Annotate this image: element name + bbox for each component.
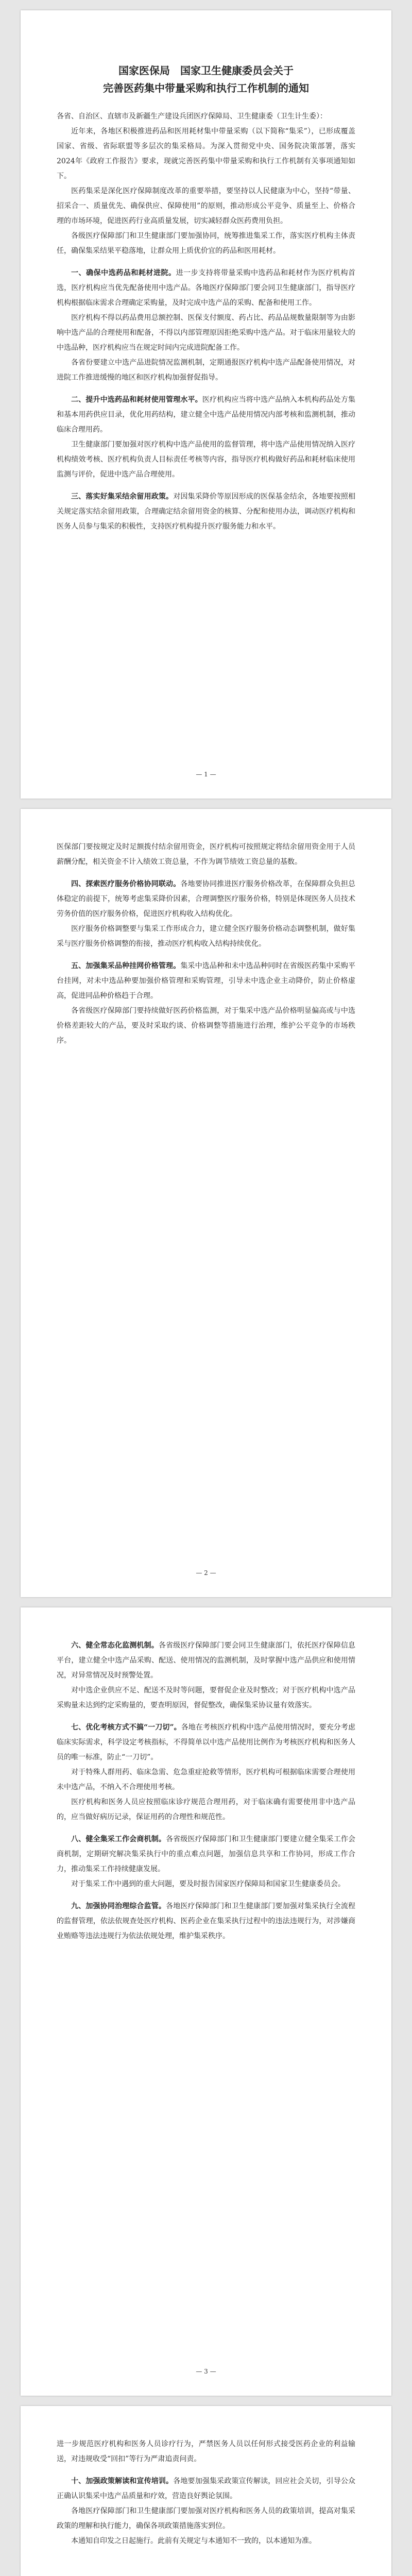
section-paragraph: 对于集采工作中遇到的重大问题，要及时报告国家医疗保障局和国家卫生健康委员会。 (71, 1880, 345, 1888)
intro-paragraph: 各级医疗保障部门和卫生健康部门要加强协同，统筹推进集采工作，落实医疗机构主体责任，确保集采结果平稳落地，让群众用上质优价宜的药品和医用耗材。 (57, 232, 355, 255)
section-heading: 九、加强协同治理综合监管。 (71, 1902, 166, 1910)
section-paragraph: 卫生健康部门要加强对医疗机构中选产品使用的监督管理，将中选产品使用情况纳入医疗机构绩效考核、医疗机构负责人目标责任考核等内容，指导医疗机构做好药品和耗材临床使用监测与评价，促进中选产品合理使用。 (57, 440, 355, 479)
section-6 (57, 1638, 355, 1683)
page-number: — 3 — (196, 2368, 216, 2375)
document-page-4 (21, 2406, 391, 2576)
section-paragraph: 医疗服务价格调整要与集采工作形成合力，建立健全医疗服务价格动态调整机制，做好集采与医疗服务价格调整的衔接，推动医疗机构收入结构持续优化。 (57, 925, 355, 948)
section-body: 对因集采降价等原因形成的医保基金结余，各地要按照相关规定落实结余留用政策，合理确定结余留用资金的核算、分配和使用办法，调动医疗机构和医务人员参与集采的积极性，支持医疗机构提升医疗服务能力和水平。 (57, 493, 356, 531)
section-paragraph: 本通知自印发之日起施行。此前有关规定与本通知不一致的，以本通知为准。 (71, 2537, 316, 2545)
salutation: 各省、自治区、直辖市及新疆生产建设兵团医疗保障局、卫生健康委（卫生计生委）： (57, 112, 327, 121)
section-paragraph: 各地医疗保障部门和卫生健康部门要加强对医疗机构和医务人员的政策培训，提高对集采政策的理解和执行能力，确保各项政策措施落实到位。 (57, 2507, 355, 2530)
section-heading: 五、加强集采品种挂网价格管理。 (71, 962, 181, 970)
section-heading: 七、优化考核方式不搞“一刀切”。 (71, 1723, 181, 1732)
section-10 (57, 2474, 355, 2504)
section-7 (57, 1720, 355, 1765)
section-body: 各地在考核医疗机构中选产品使用情况时，要充分考虑临床实际需求，科学设定考核指标，不得简单以中选产品使用比例作为考核医疗机构和医务人员的唯一标准，防止“一刀切”。 (57, 1723, 355, 1761)
section-1 (57, 266, 355, 311)
document-title (57, 62, 355, 97)
section-heading: 八、健全集采工作会商机制。 (71, 1835, 166, 1843)
section-heading: 十、加强政策解读和宣传培训。 (71, 2477, 174, 2485)
section-paragraph: 对于特殊人群用药、临床急需、危急重症抢救等情形，医疗机构可根据临床需要合理使用未中选产品，不纳入不合理使用考核。 (57, 1768, 355, 1791)
section-paragraph: 医保部门要按规定及时足额拨付结余留用资金，医疗机构可按照规定将结余留用资金用于人员薪酬分配，相关资金不计入绩效工资总量，不作为调节绩效工资总量的基数。 (57, 843, 355, 866)
section-paragraph: 医疗机构和医务人员应按照临床诊疗规范合理用药，对于临床确有需要使用非中选产品的，应当做好病历记录，保证用药的合理性和规范性。 (57, 1798, 355, 1821)
section-paragraph: 对中选企业供应不足、配送不及时等问题，要督促企业及时整改；对于医疗机构中选产品采购量未达到约定采购量的，要查明原因，督促整改，确保集采协议量有效落实。 (57, 1686, 355, 1709)
section-2 (57, 393, 355, 437)
section-5 (57, 959, 355, 1004)
section-body: 各地医疗保障部门和卫生健康部门要加强对集采执行全流程的监督管理，依法依规查处医疗机构、医药企业在集采执行过程中的违法违规行为，对涉嫌商业贿赂等违法违规行为依法依规处理，维护集采秩序。 (57, 1902, 356, 1940)
section-paragraph: 进一步规范医疗机构和医务人员诊疗行为，严禁医务人员以任何形式接受医药企业的利益输送，对违规收受“回扣”等行为严肃追责问责。 (57, 2440, 355, 2463)
section-body: 进一步支持将带量采购中选药品和耗材作为医疗机构首选，医疗机构应当优先配备使用中选产品。各地医疗保障部门要会同卫生健康部门，指导医疗机构根据临床需求合理确定采购量，及时完成中选产品的采购、配备和使用工作。 (57, 269, 356, 307)
section-heading: 一、确保中选药品和耗材进院。 (71, 269, 176, 277)
document-page-1 (21, 10, 391, 799)
section-paragraph: 各省份要建立中选产品进院情况监测机制，定期通报医疗机构中选产品配备使用情况，对进院工作推进缓慢的地区和医疗机构加强督促指导。 (57, 359, 355, 382)
section-body: 医疗机构应当将中选产品纳入本机构药品处方集和基本用药供应目录，优化用药结构，建立健全中选产品使用情况内部考核和监测机制，推动临床合理用药。 (57, 396, 356, 434)
page-number: — 1 — (196, 771, 216, 778)
document-page-2 (21, 809, 391, 1597)
section-body: 各地要协同推进医疗服务价格改革，在保障群众负担总体稳定的前提下，统筹考虑集采降价因素，合理调整医疗服务价格，特别是体现医务人员技术劳务价值的医疗服务价格，促进医疗机构收入结构优化。 (57, 880, 356, 918)
page-number: — 2 — (196, 1569, 216, 1577)
title-line-2: 完善医药集中带量采购和执行工作机制的通知 (103, 82, 309, 94)
section-body: 各省级医疗保障部门要会同卫生健康部门，依托医疗保障信息平台，建立健全中选产品采购、配送、使用情况的监测机制，及时掌握中选产品供应和使用情况，对异常情况及时预警处置。 (57, 1641, 356, 1680)
section-heading: 二、提升中选药品和耗材使用管理水平。 (71, 396, 202, 404)
section-9 (57, 1899, 355, 1944)
section-body: 各地要加强集采政策宣传解读，回应社会关切，引导公众正确认识集采中选产品质量和疗效，营造良好舆论氛围。 (57, 2477, 356, 2500)
section-heading: 三、落实好集采结余留用政策。 (71, 493, 174, 501)
section-3 (57, 489, 355, 534)
section-body: 各省级医疗保障部门和卫生健康部门要建立健全集采工作会商机制，定期研究解决集采执行中的重点难点问题，加强信息共享和工作协同，形成工作合力，推动集采工作持续健康发展。 (57, 1835, 356, 1873)
section-paragraph: 医疗机构不得以药品费用总额控制、医保支付额度、药占比、药品品规数量限制等为由影响中选产品的合理使用和配备，不得以内部管理原因拒绝采购中选产品。对于临床用量较大的中选品种，医疗机构应当在规定时间内完成进院配备工作。 (57, 314, 355, 352)
section-8 (57, 1832, 355, 1877)
section-heading: 四、探索医疗服务价格协同联动。 (71, 880, 181, 888)
intro-paragraph: 近年来，各地区积极推进药品和医用耗材集中带量采购（以下简称“集采”），已形成覆盖国家、省级、省际联盟等多层次的集采格局。为深入贯彻党中央、国务院决策部署，落实2024年《政府工作报告》要求，现就完善医药集中带量采购和执行工作机制有关事项通知如下。 (57, 127, 355, 180)
section-body: 集采中选品种和未中选品种同时在省级医药集中采购平台挂网，对未中选品种要加强价格管理和采购管理，引导未中选企业主动降价，防止价格虚高，促进同品种价格趋于合理。 (57, 962, 356, 1000)
section-4 (57, 877, 355, 922)
document-page-3 (21, 1607, 391, 2396)
intro-paragraph: 医药集采是深化医疗保障制度改革的重要举措，要坚持以人民健康为中心，坚持“带量、招采合一、质量优先、确保供应、保障使用”的原则，推动形成公平竞争、质量至上、价格合理的市场环境，促进医药行业高质量发展，切实减轻群众医药费用负担。 (57, 187, 355, 225)
title-line-1: 国家医保局 国家卫生健康委员会关于 (118, 64, 294, 77)
section-heading: 六、健全常态化监测机制。 (71, 1641, 159, 1650)
section-paragraph: 各省级医疗保障部门要持续做好医药价格监测，对于集采中选产品价格明显偏高或与中选价格差距较大的产品，要及时采取约谈、价格调整等措施进行治理，维护公平竞争的市场秩序。 (57, 1007, 355, 1045)
